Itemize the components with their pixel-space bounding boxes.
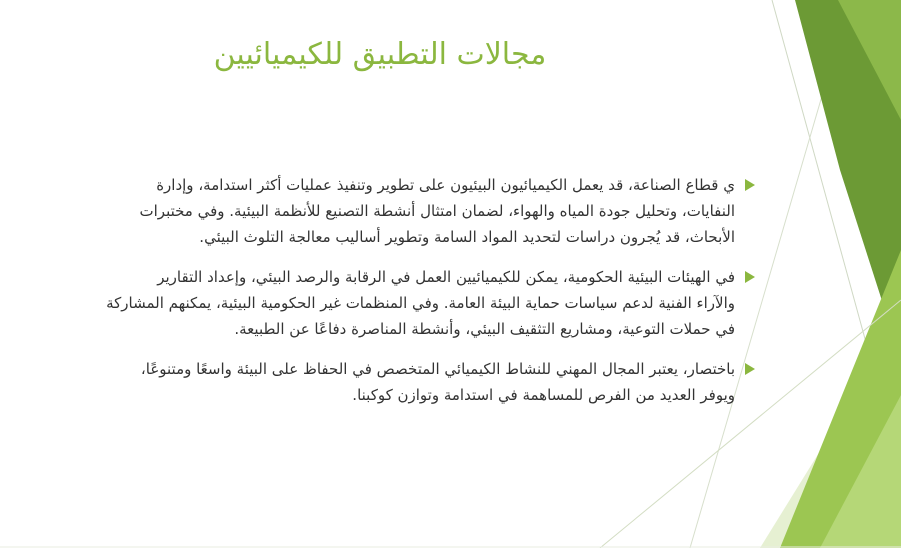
bullet-text: في الهيئات البيئية الحكومية، يمكن للكيميائيين العمل في الرقابة والرصد البيئي، وإعداد التقارير والآراء الفنية لدعم سياسات حماية البيئة العامة. وفي المنظمات غير الحكومية البيئية، يمكنهم المشاركة في حملات التوعية، ومشاريع التثقيف البيئي، وأنشطة المناصرة دفاعًا عن الطبيعة.: [106, 268, 735, 338]
bullet-item-1: [0, 172, 755, 250]
bullet-arrow-icon: [745, 179, 755, 191]
bullet-arrow-icon: [745, 271, 755, 283]
bullet-text: ي قطاع الصناعة، قد يعمل الكيميائيون البيئيون على تطوير وتنفيذ عمليات أكثر استدامة، وإدارة النفايات، وتحليل جودة المياه والهواء، لضمان امتثال أنشطة التصنيع للأنظمة البيئية. وفي مختبرات الأبحاث، قد يُجرون دراسات لتحديد المواد السامة وتطوير أساليب معالجة التلوث البيئي.: [139, 176, 735, 246]
bullet-list: [0, 172, 755, 422]
bullet-text: باختصار، يعتبر المجال المهني للنشاط الكيميائي المتخصص في الحفاظ على البيئة واسعًا ومتنوعًا، ويوفر العديد من الفرص للمساهمة في استدامة وتوازن كوكبنا.: [140, 360, 735, 404]
slide-title: مجالات التطبيق للكيميائيين: [213, 37, 547, 72]
bullet-arrow-icon: [745, 363, 755, 375]
bullet-item-3: [0, 356, 755, 408]
bullet-item-2: [0, 264, 755, 342]
